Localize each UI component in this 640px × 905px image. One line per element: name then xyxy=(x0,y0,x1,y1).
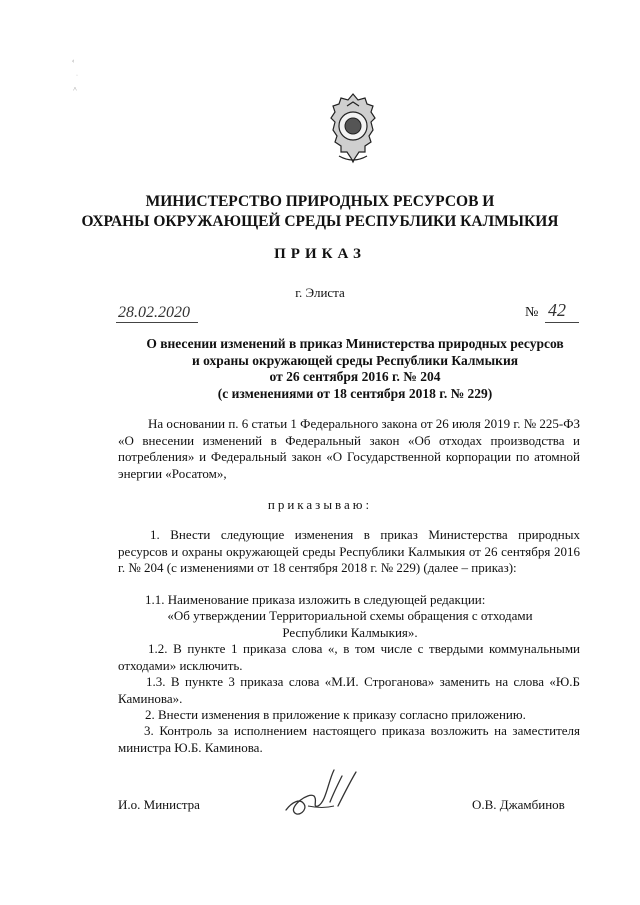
item-3: 3. Контроль за исполнением настоящего приказа возложить на заместителя министра Ю.Б. Каминова. xyxy=(118,723,580,755)
item-1-1-quote xyxy=(120,608,580,641)
svg-text:˄: ˄ xyxy=(73,85,77,93)
item-1-2: 1.2. В пункте 1 приказа слова «, в том числе с твердыми коммунальными отходами» исключить. xyxy=(118,641,580,673)
signature-icon xyxy=(278,762,368,824)
document-number: 42 xyxy=(548,300,566,320)
item-1-3: 1.3. В пункте 3 приказа слова «М.И. Строганова» заменить на слова «Ю.Б Каминова». xyxy=(118,674,580,706)
coat-of-arms-emblem-icon xyxy=(325,90,381,166)
date-underline xyxy=(116,322,198,323)
document-date: 28.02.2020 xyxy=(118,304,190,321)
subject-line-3: от 26 сентября 2016 г. № 204 xyxy=(269,369,441,384)
item-2: 2. Внести изменения в приложение к приказу согласно приложению. xyxy=(145,707,526,722)
svg-text:‹: ‹ xyxy=(72,57,75,65)
item-1-1: 1.1. Наименование приказа изложить в следующей редакции: xyxy=(145,592,486,607)
number-label: № xyxy=(525,305,539,320)
item-1: 1. Внести следующие изменения в приказ Министерства природных ресурсов и охраны окружающей среды Республики Калмыкия от 26 сентября 2016 г. № 204 (с изменениями от 18 сентября 2018 г. № 229) (далее – приказ): xyxy=(118,527,580,575)
signatory-name: О.В. Джамбинов xyxy=(472,797,565,812)
decree-word: приказываю: xyxy=(267,497,373,512)
signatory-role: И.о. Министра xyxy=(118,797,200,812)
scan-marks xyxy=(70,55,84,95)
order-subject xyxy=(120,336,590,402)
ministry-line-1: МИНИСТЕРСТВО ПРИРОДНЫХ РЕСУРСОВ И xyxy=(145,193,495,210)
subject-line-1: О внесении изменений в приказ Министерства природных ресурсов xyxy=(146,336,564,351)
svg-text:·: · xyxy=(76,73,78,79)
document-type-title: ПРИКАЗ xyxy=(274,246,366,262)
quote-line-1: «Об утверждении Территориальной схемы обращения с отходами xyxy=(167,608,533,623)
number-underline xyxy=(545,322,579,323)
basis-paragraph: На основании п. 6 статьи 1 Федерального закона от 26 июля 2019 г. № 225-ФЗ «О внесении изменений в Федеральный закон «Об отходах производства и потребления» и Федеральный закон «О Государственной корпорации по атомной энергии «Росатом», xyxy=(118,416,580,481)
ministry-line-2: ОХРАНЫ ОКРУЖАЮЩЕЙ СРЕДЫ РЕСПУБЛИКИ КАЛМЫКИЯ xyxy=(81,213,559,230)
ministry-header xyxy=(0,192,640,232)
quote-line-2: Республики Калмыкия». xyxy=(282,624,418,640)
subject-line-4: (с изменениями от 18 сентября 2018 г. № 229) xyxy=(217,385,493,401)
subject-line-2: и охраны окружающей среды Республики Калмыкия xyxy=(191,352,519,368)
city: г. Элиста xyxy=(295,285,345,300)
